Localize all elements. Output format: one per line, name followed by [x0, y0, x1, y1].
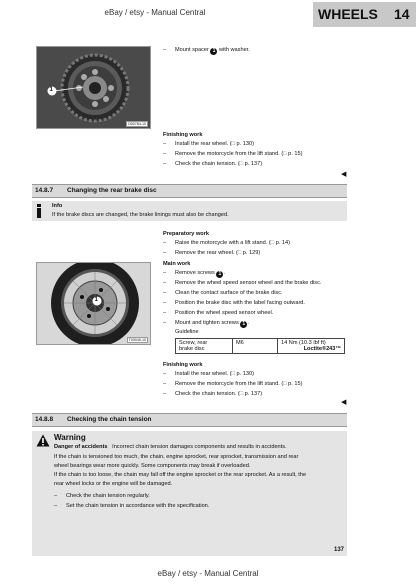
step-remove-screws: – Remove screws 1 . [163, 270, 225, 277]
marker-1: 1 [240, 321, 247, 328]
photo-callout: 1 [49, 87, 53, 93]
warning-triangle-icon [36, 434, 50, 447]
marker-1: 1 [210, 48, 217, 55]
book-ref-icon: □ [283, 151, 287, 157]
list-item: – Check the chain tension. (□ p. 137) [163, 161, 263, 167]
page-number: 137 [334, 547, 345, 553]
list-item: – Set the chain tension in accordance with the specification. [54, 503, 210, 509]
warning-text: rear wheel locks or the engine will be damaged. [54, 481, 173, 487]
book-ref-icon: □ [239, 391, 244, 397]
bottom-banner: eBay / etsy - Manual Central [157, 569, 259, 578]
list-item: – Remove the rear wheel. (□ p. 129) [163, 250, 261, 256]
list-item: – Check the chain tension. (□ p. 137) [163, 391, 263, 397]
chapter-number: 14 [394, 6, 410, 22]
warning-box [32, 431, 347, 556]
info-title: Info [52, 203, 63, 209]
section-header: 14.8.7 Changing the rear brake disc [32, 184, 347, 198]
list-item: – Remove the motorcycle from the lift stand. (□ p. 15) [163, 381, 303, 387]
list-item: – Clean the contact surface of the brake disc. [163, 290, 283, 296]
list-item: – Install the rear wheel. (□ p. 130) [163, 141, 254, 147]
book-ref-icon: □ [283, 381, 287, 387]
list-item: – Remove the motorcycle from the lift stand. (□ p. 15) [163, 151, 303, 157]
sprocket-illustration [37, 47, 150, 128]
list-item: – Install the rear wheel. (□ p. 130) [163, 371, 254, 377]
finishing-heading: Finishing work [163, 132, 203, 138]
wheel-photo [36, 262, 151, 345]
section-header: 14.8.8 Checking the chain tension [32, 413, 347, 427]
book-ref-icon: □ [231, 371, 235, 377]
chapter-header-tab [313, 2, 416, 27]
book-ref-icon: □ [239, 161, 244, 167]
book-ref-icon: □ [270, 240, 275, 246]
torque-table: Screw, rear brake disc M6 14 Nm (10.3 lbf ft) Loctite®243™ [175, 338, 345, 354]
top-banner: eBay / etsy - Manual Central [104, 8, 206, 17]
info-text: If the brake discs are changed, the brake linings must also be changed. [52, 212, 229, 218]
book-ref-icon: □ [237, 250, 242, 256]
photo-caption: D00784-10 [128, 122, 146, 126]
sprocket-photo [36, 46, 151, 129]
warning-text: If the chain is too loose, the chain may fall off the engine sprocket or the rear sprocket. As a result, the [54, 472, 307, 478]
finishing-heading: Finishing work [163, 362, 203, 368]
main-work-heading: Main work [163, 261, 191, 267]
list-item: – Position the wheel speed sensor wheel. [163, 310, 274, 316]
preparatory-heading: Preparatory work [163, 231, 210, 237]
warning-text: wheel bearings wear more quickly. Some components may break if overloaded. [54, 463, 251, 469]
end-marker-icon: ◀ [341, 399, 347, 406]
book-ref-icon: □ [231, 141, 235, 147]
info-icon [37, 204, 42, 218]
end-marker-icon: ◀ [341, 171, 347, 178]
warning-text: If the chain is tensioned too much, the chain, engine sprocket, rear sprocket, transmission and rear [54, 454, 299, 460]
warning-title: Warning [54, 433, 86, 442]
info-box [32, 201, 347, 221]
photo-callout: 1 [94, 297, 98, 303]
list-item: – Position the brake disc with the label facing outward. [163, 300, 305, 306]
photo-caption: T00049-10 [128, 338, 146, 342]
guideline-label: Guideline [175, 329, 199, 335]
list-item: – Check the chain tension regularly. [54, 493, 150, 499]
marker-1: 1 [216, 271, 223, 278]
list-item: – Raise the motorcycle with a lift stand. (□ p. 14) [163, 240, 291, 246]
wheel-illustration [37, 263, 150, 344]
warning-danger: Danger of accidents Incorrect chain tension damages components and results in accidents. [54, 444, 287, 450]
chapter-title: WHEELS [318, 6, 378, 22]
list-item: – Remove the wheel speed sensor wheel and the brake disc. [163, 280, 322, 286]
step-tighten-screws: – Mount and tighten screws 1 . [163, 320, 249, 327]
step-mount-spacer: – Mount spacer 1 with washer. [163, 47, 250, 54]
